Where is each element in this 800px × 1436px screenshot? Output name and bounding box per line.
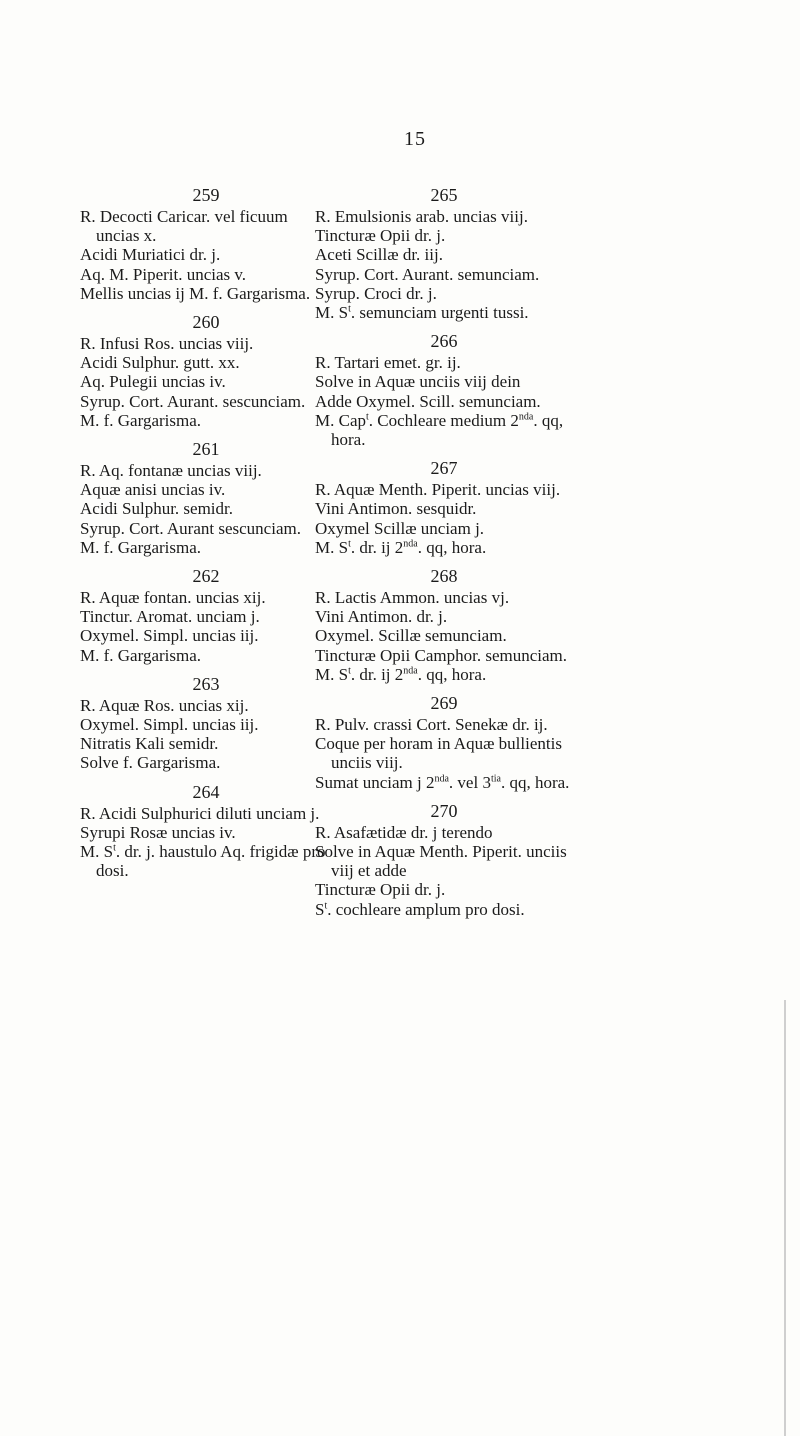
recipe-267 [315,457,571,557]
recipe-line: Adde Oxymel. Scill. semunciam. [315,391,541,411]
recipe-line: Tinctur. Aromat. unciam j. [80,607,260,627]
recipe-262 [80,565,330,665]
recipe-268 [315,565,571,684]
recipe-264 [80,781,330,881]
right-column [315,184,571,919]
recipe-line: Syrup. Croci dr. j. [315,283,437,303]
recipe-line: $S^t$. cochleare amplum pro dosi. [315,899,525,919]
recipe-line: Acidi Sulphur. semidr. [80,499,233,519]
recipe-line: Sumat unciam j $2^{nda}$. vel $3^{tia}$. qq, hora. [315,772,570,792]
recipe-number: 268 [430,566,458,587]
recipe-line: M. f. Gargarisma. [80,645,202,665]
recipe-line: M. $S^t$. dr. j. haustulo Aq. frigidæ pro dosi. [80,842,326,881]
superscript-abbrev: t [324,900,328,912]
superscript-abbrev: nda [434,773,449,785]
recipe-line: M. f. Gargarisma. [80,410,202,430]
recipe-266 [315,330,571,449]
recipe-line: Oxymel. Scillæ semunciam. [315,626,507,646]
superscript-abbrev: nda [403,538,418,550]
recipe-number: 263 [192,673,220,694]
recipe-line: M. $S^t$. semunciam urgenti tussi. [315,303,529,323]
recipe-line: Solve in Aquæ unciis viij dein [315,372,521,392]
recipe-number: 270 [430,800,458,821]
recipe-260 [80,311,330,430]
recipe-line: R. Aquæ Ros. uncias xij. [80,695,249,715]
left-column [80,184,330,880]
recipe-line: M. Cap$^t$. Cochleare medium $2^{nda}$. qq, hora. [315,410,564,450]
recipe-line: Aq. Pulegii uncias iv. [80,372,226,392]
recipe-259 [80,184,330,303]
superscript-abbrev: t [113,842,116,854]
recipe-line: R. Aquæ fontan. uncias xij. [80,588,266,608]
recipe-number: 267 [430,458,458,479]
recipe-line: Acidi Muriatici dr. j. [80,245,221,265]
recipe-line: M. f. Gargarisma. [80,537,202,557]
recipe-number: 261 [192,439,220,460]
recipe-line: R. Asafætidæ dr. j terendo [315,822,493,842]
recipe-270 [315,800,571,919]
recipe-269 [315,692,571,792]
recipe-line: Oxymel Scillæ unciam j. [315,518,485,538]
recipe-line: R. Lactis Ammon. uncias vj. [315,588,510,608]
recipe-line: Nitratis Kali semidr. [80,734,219,754]
recipe-line: R. Infusi Ros. uncias viij. [80,334,254,354]
recipe-line: Oxymel. Simpl. uncias iij. [80,715,259,735]
superscript-abbrev: t [348,538,351,550]
recipe-number: 264 [192,781,220,802]
superscript-abbrev: t [348,665,351,677]
recipe-number: 269 [430,693,458,714]
recipe-line: Oxymel. Simpl. uncias iij. [80,626,259,646]
recipe-line: R. Aq. fontanæ uncias viij. [80,461,262,481]
recipe-line: R. Pulv. crassi Cort. Senekæ dr. ij. [315,715,548,735]
recipe-number: 260 [192,312,220,333]
recipe-number: 266 [430,331,458,352]
page-number: 15 [404,128,426,150]
recipe-line: Syrup. Cort. Aurant. semunciam. [315,264,540,284]
page-edge-line [784,1000,786,1436]
recipe-265 [315,184,571,322]
recipe-line: R. Acidi Sulphurici diluti unciam j. [80,803,320,823]
recipe-line: R. Aquæ Menth. Piperit. uncias viij. [315,480,561,500]
recipe-line: R. Decocti Caricar. vel ficuum uncias x. [80,207,288,246]
recipe-line: Acidi Sulphur. gutt. xx. [80,353,240,373]
recipe-line: Syrupi Rosæ uncias iv. [80,822,236,842]
recipe-line: Syrup. Cort. Aurant. sescunciam. [80,391,306,411]
recipe-line: Aquæ anisi uncias iv. [80,480,226,500]
recipe-263 [80,673,330,773]
recipe-line: M. $S^t$. dr. ij $2^{nda}$. qq, hora. [315,537,487,557]
recipe-line: Tincturæ Opii dr. j. [315,880,446,900]
recipe-number: 259 [192,185,220,205]
superscript-abbrev: nda [403,665,418,677]
superscript-abbrev: t [366,411,369,423]
recipe-line: Mellis uncias ij M. f. Gargarisma. [80,283,311,303]
recipe-line: Coque per horam in Aquæ bullientis unciis viij. [315,734,562,773]
recipe-line: R. Emulsionis arab. uncias viij. [315,207,528,226]
recipe-line: Vini Antimon. sesquidr. [315,499,477,519]
recipe-number: 262 [192,566,220,587]
recipe-261 [80,438,330,557]
recipe-line: Solve in Aquæ Menth. Piperit. unciis viij et adde [315,842,567,881]
recipe-line: Tincturæ Opii Camphor. semunciam. [315,645,568,665]
recipe-line: R. Tartari emet. gr. ij. [315,353,461,373]
recipe-line: Aq. M. Piperit. uncias v. [80,264,247,284]
superscript-abbrev: nda [518,411,534,423]
superscript-abbrev: t [348,303,351,315]
recipe-line: M. $S^t$. dr. ij $2^{nda}$. qq, hora. [315,664,487,684]
recipe-line: Syrup. Cort. Aurant sescunciam. [80,518,301,538]
superscript-abbrev: tia [490,773,501,785]
recipe-line: Tincturæ Opii dr. j. [315,226,446,246]
recipe-line: Solve f. Gargarisma. [80,753,221,773]
recipe-number: 265 [430,185,458,205]
recipe-line: Aceti Scillæ dr. iij. [315,245,443,265]
recipe-line: Vini Antimon. dr. j. [315,607,448,627]
